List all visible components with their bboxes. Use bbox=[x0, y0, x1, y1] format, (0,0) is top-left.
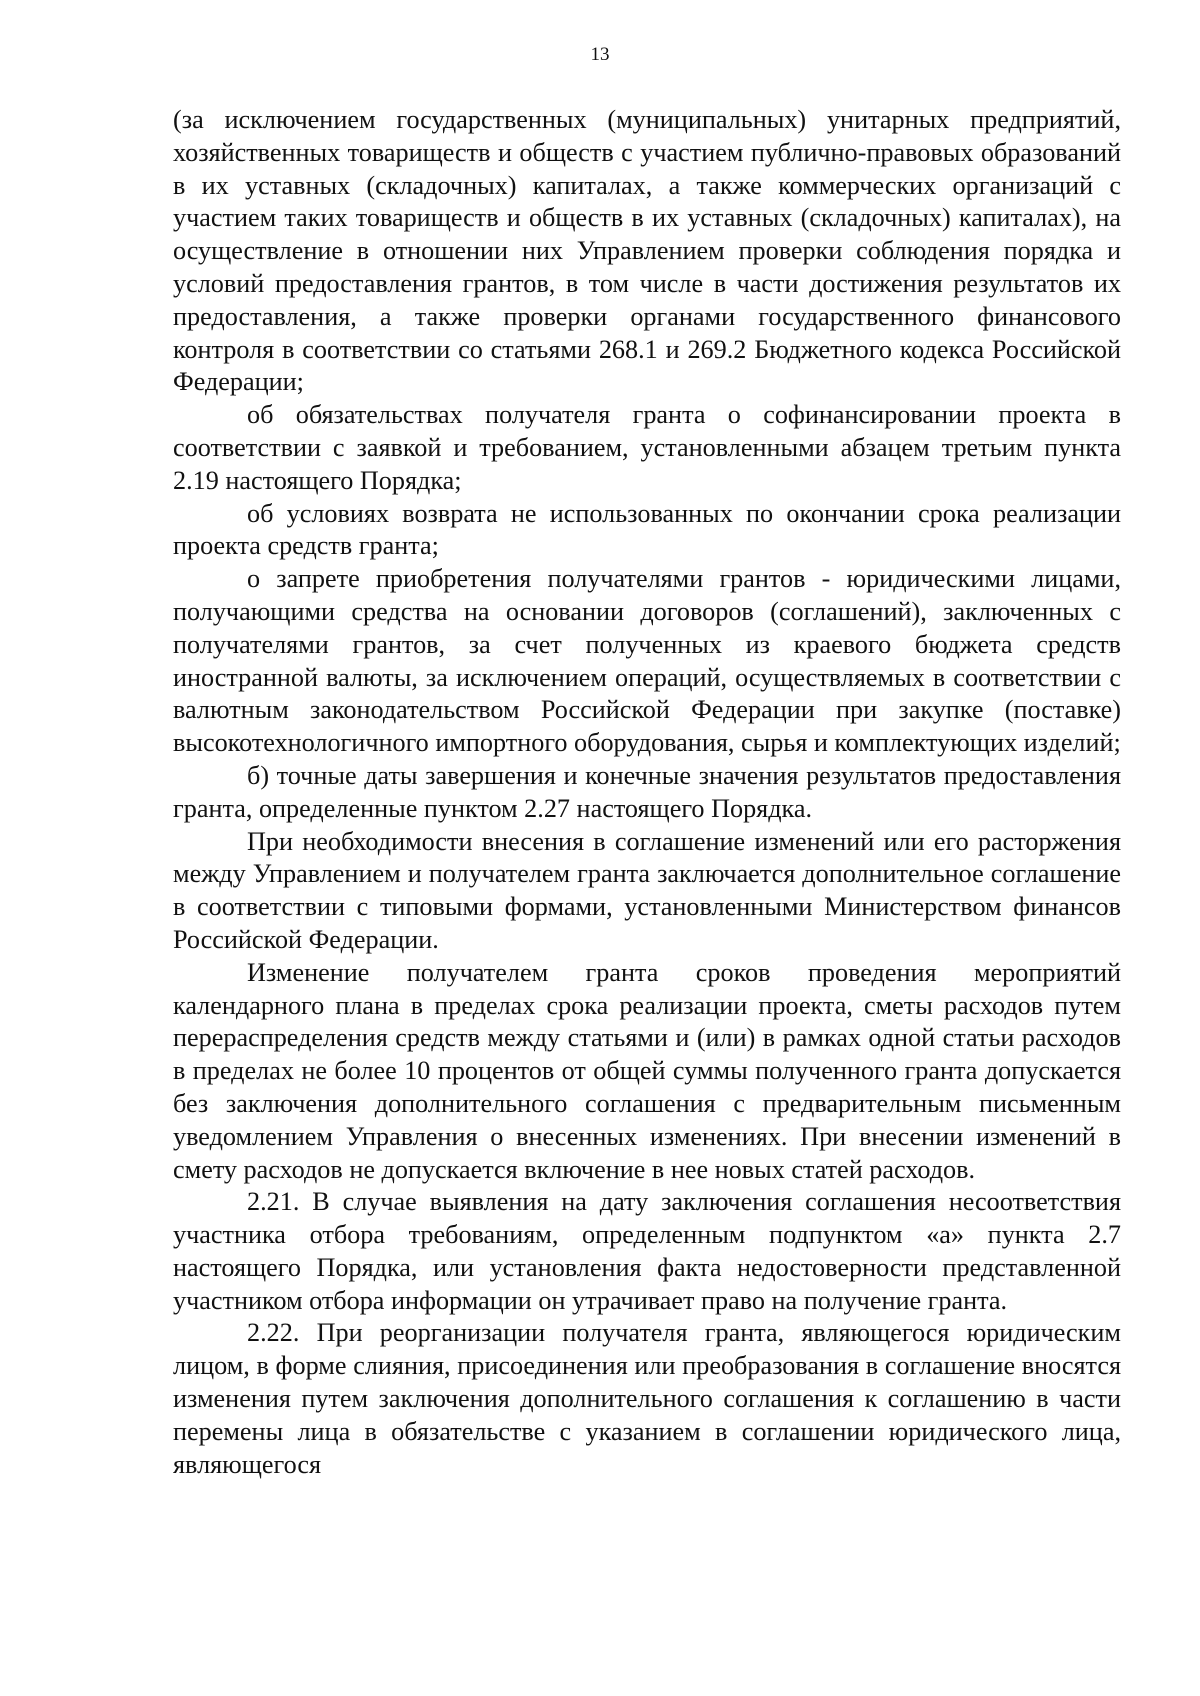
paragraph-cofinancing: об обязательствах получателя гранта о софинансировании проекта в соответствии с заявкой и требованием, установленными абзацем третьим пункта 2.19 настоящего Порядка; bbox=[173, 400, 1121, 495]
page-number: 13 bbox=[590, 44, 610, 65]
document-body bbox=[173, 104, 1121, 1481]
paragraph-2-22: 2.22. При реорганизации получателя гранта, являющегося юридическим лицом, в форме слияния, присоединения или преобразования в соглашение вносятся изменения путем заключения дополнительного соглашения к соглашению в части перемены лица в обязательстве с указанием в соглашении юридического лица, являющегося bbox=[173, 1318, 1121, 1479]
paragraph-continuation: (за исключением государственных (муниципальных) унитарных предприятий, хозяйственных товариществ и обществ с участием публично-правовых образований в их уставных (складочных) капиталах, а также коммерческих организаций с участием таких товариществ и обществ в их уставных (складочных) капиталах), на осуществление в отношении них Управлением проверки соблюдения порядка и условий предоставления грантов, в том числе в части достижения результатов их предоставления, а также проверки органами государственного финансового контроля в соответствии со статьями 268.1 и 269.2 Бюджетного кодекса Российской Федерации; bbox=[173, 105, 1121, 397]
paragraph-amendments: При необходимости внесения в соглашение изменений или его расторжения между Управлением и получателем гранта заключается дополнительное соглашение в соответствии с типовыми формами, установленными Министерством финансов Российской Федерации. bbox=[173, 826, 1121, 954]
paragraph-currency-ban: о запрете приобретения получателями грантов - юридическими лицами, получающими средства на основании договоров (соглашений), заключенных с получателями грантов, за счет полученных из краевого бюджета средств иностранной валюты, за исключением операций, осуществляемых в соответствии с валютным законодательством Российской Федерации при закупке (поставке) высокотехнологичного импортного оборудования, сырья и комплектующих изделий; bbox=[173, 564, 1121, 758]
paragraph-2-21: 2.21. В случае выявления на дату заключения соглашения несоответствия участника отбора требованиям, определенным подпунктом «а» пункта 2.7 настоящего Порядка, или установления факта недостоверности представленной участником отбора информации он утрачивает право на получение гранта. bbox=[173, 1187, 1121, 1315]
paragraph-refund-conditions: об условиях возврата не использованных по окончании срока реализации проекта средств гранта; bbox=[173, 498, 1121, 561]
paragraph-plan-changes: Изменение получателем гранта сроков проведения мероприятий календарного плана в пределах срока реализации проекта, сметы расходов путем перераспределения средств между статьями и (или) в рамках одной статьи расходов в пределах не более 10 процентов от общей суммы полученного гранта допускается без заключения дополнительного соглашения с предварительным письменным уведомлением Управления о внесенных изменениях. При внесении изменений в смету расходов не допускается включение в нее новых статей расходов. bbox=[173, 957, 1121, 1184]
paragraph-result-dates: б) точные даты завершения и конечные значения результатов предоставления гранта, определенные пунктом 2.27 настоящего Порядка. bbox=[173, 760, 1121, 823]
